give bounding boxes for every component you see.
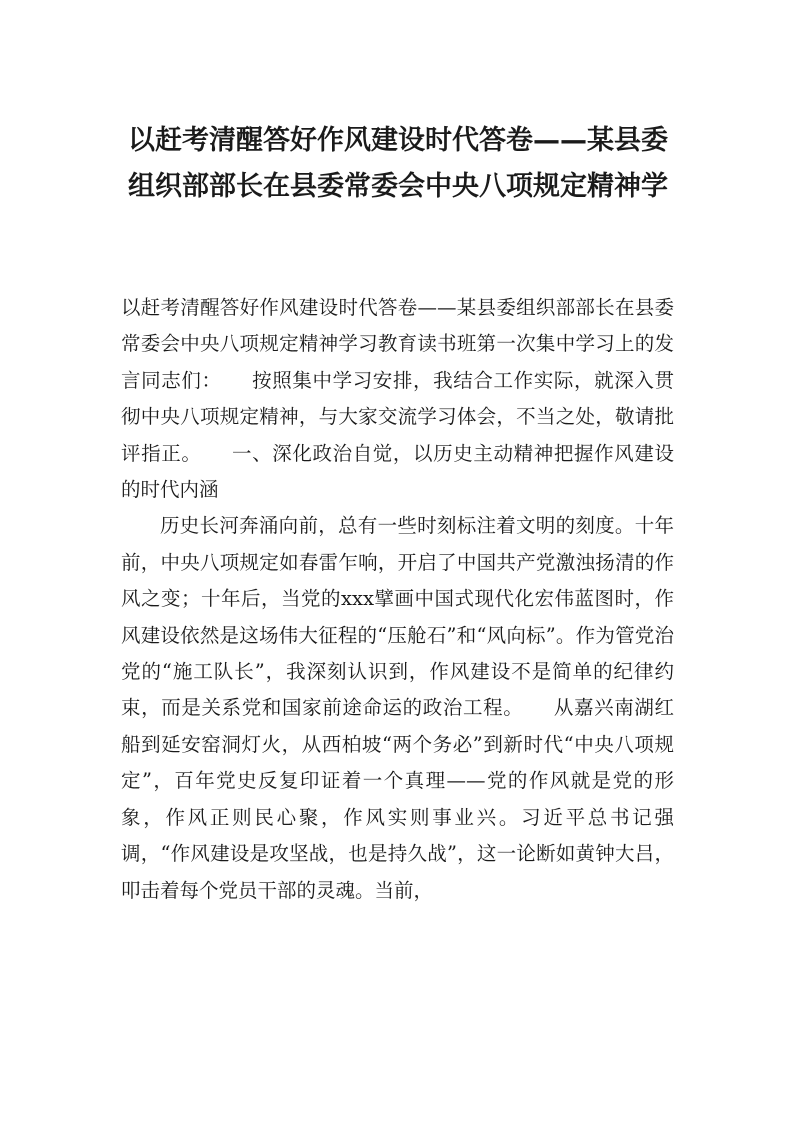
paragraph-history: 历史长河奔涌向前，总有一些时刻标注着文明的刻度。十年前，中央八项规定如春雷乍响，开启了中国共产党激浊扬清的作风之变；十年后，当党的xxx擘画中国式现代化宏伟蓝图时，作风建设依然是这场伟大征程的“压舱石”和“风向标”。作为管党治党的“施工队长”，我深刻认识到，作风建设不是简单的纪律约束，而是关系党和国家前途命运的政治工程。 从嘉兴南湖红船到延安窑洞灯火，从西柏坡“两个务必”到新时代“中央八项规定”，百年党史反复印证着一个真理——党的作风就是党的形象，作风正则民心聚，作风实则事业兴。习近平总书记强调，“作风建设是攻坚战，也是持久战”，这一论断如黄钟大吕，叩击着每个党员干部的灵魂。当前， xyxy=(121,514,674,902)
document-body xyxy=(121,290,674,909)
paragraph-intro: 以赶考清醒答好作风建设时代答卷——某县委组织部部长在县委常委会中央八项规定精神学习教育读书班第一次集中学习上的发言同志们： 按照集中学习安排，我结合工作实际，就深入贯彻中央八项规定精神，与大家交流学习体会，不当之处，敬请批评指正。 一、深化政治自觉，以历史主动精神把握作风建设的时代内涵 xyxy=(121,296,674,502)
document-title: 以赶考清醒答好作风建设时代答卷——某县委组织部部长在县委常委会中央八项规定精神学 xyxy=(128,125,668,202)
